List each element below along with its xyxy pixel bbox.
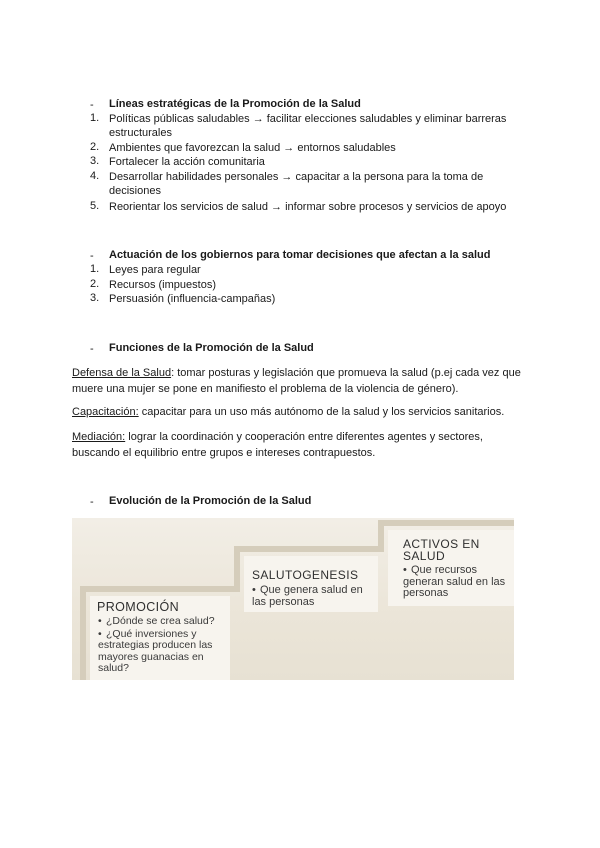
text-defensa: : tomar posturas y legislación que promueva la salud (p.ej cada vez que muere una mujer se pone en manifiesto el problema de la violencia de género). xyxy=(72,367,521,395)
s1-item2-text: Ambientes que favorezcan la salud → entornos saludables xyxy=(109,142,396,154)
section1-heading: Líneas estratégicas de la Promoción de la Salud xyxy=(109,98,361,110)
s1-item1-num: 1. xyxy=(90,112,100,124)
frame-left-vertical xyxy=(80,586,86,680)
s1-item5-num: 5. xyxy=(90,200,100,212)
term-capacitacion: Capacitación: xyxy=(72,406,139,418)
promocion-bullet-1 xyxy=(98,616,226,628)
promocion-bullet-1-text: ¿Dónde se crea salud? xyxy=(106,615,215,627)
frame-left-horizontal xyxy=(80,586,240,592)
text-capacitacion: capacitar para un uso más autónomo de la salud y los servicios sanitarios. xyxy=(138,406,505,418)
salutogenesis-bullet-1-text: Que genera salud en las personas xyxy=(252,584,363,608)
frame-mid-vertical xyxy=(234,546,240,592)
s1-item3-text: Fortalecer la acción comunitaria xyxy=(109,156,265,168)
text-mediacion: lograr la coordinación y cooperación entre diferentes agentes y sectores, buscando el equilibrio entre grupos e intereses contrapuestos. xyxy=(72,431,483,459)
s1-item1-text: Políticas públicas saludables → facilitar elecciones saludables y eliminar barreras estructurales xyxy=(109,113,507,139)
s1-item2-num: 2. xyxy=(90,141,100,153)
s2-item3-num: 3. xyxy=(90,292,100,304)
evolution-diagram xyxy=(72,518,514,680)
step-activos-title: ACTIVOS EN SALUD xyxy=(403,537,480,563)
s2-item3-text: Persuasión (influencia-campañas) xyxy=(109,293,276,305)
section2-dash: - xyxy=(90,250,94,262)
s1-item4-text: Desarrollar habilidades personales → capacitar a la persona para la toma de decisiones xyxy=(109,171,484,197)
section4-heading: Evolución de la Promoción de la Salud xyxy=(109,495,312,507)
frame-right-horizontal xyxy=(378,520,514,526)
term-defensa: Defensa de la Salud xyxy=(72,367,172,379)
bullet-icon: • xyxy=(98,627,102,640)
salutogenesis-bullet-1 xyxy=(252,585,372,608)
s2-item1-num: 1. xyxy=(90,263,100,275)
bullet-icon: • xyxy=(252,584,256,596)
section3-heading: Funciones de la Promoción de la Salud xyxy=(109,342,314,354)
section3-dash: - xyxy=(90,343,94,355)
term-mediacion: Mediación: xyxy=(72,431,126,443)
step-activos-bullets xyxy=(403,565,513,600)
section1-dash: - xyxy=(90,99,94,111)
s2-item2-num: 2. xyxy=(90,278,100,290)
activos-bullet-1 xyxy=(403,565,513,600)
s1-item3-num: 3. xyxy=(90,155,100,167)
step-salutogenesis-bullets xyxy=(252,585,372,608)
paragraph-capacitacion xyxy=(72,405,532,421)
step-salutogenesis-title: SALUTOGENESIS xyxy=(252,568,359,582)
step-promocion-bullets xyxy=(98,616,226,675)
bullet-icon: • xyxy=(98,615,102,627)
s1-item4-num: 4. xyxy=(90,170,100,182)
step-promocion-title: PROMOCIÓN xyxy=(97,600,180,614)
paragraph-mediacion xyxy=(72,430,532,461)
frame-mid-horizontal xyxy=(234,546,384,552)
activos-bullet-1-text: Que recursos generan salud en las personas xyxy=(403,564,506,599)
section2-heading: Actuación de los gobiernos para tomar decisiones que afectan a la salud xyxy=(109,249,491,261)
s2-item1-text: Leyes para regular xyxy=(109,264,201,276)
paragraph-defensa xyxy=(72,366,532,397)
s1-item5-text: Reorientar los servicios de salud → informar sobre procesos y servicios de apoyo xyxy=(109,201,507,213)
s2-item2-text: Recursos (impuestos) xyxy=(109,279,216,291)
promocion-bullet-2 xyxy=(98,629,226,675)
section4-dash: - xyxy=(90,496,94,508)
promocion-bullet-2-text: ¿Qué inversiones y estrategias producen las mayores guanacias en salud? xyxy=(98,627,213,674)
bullet-icon: • xyxy=(403,564,407,576)
